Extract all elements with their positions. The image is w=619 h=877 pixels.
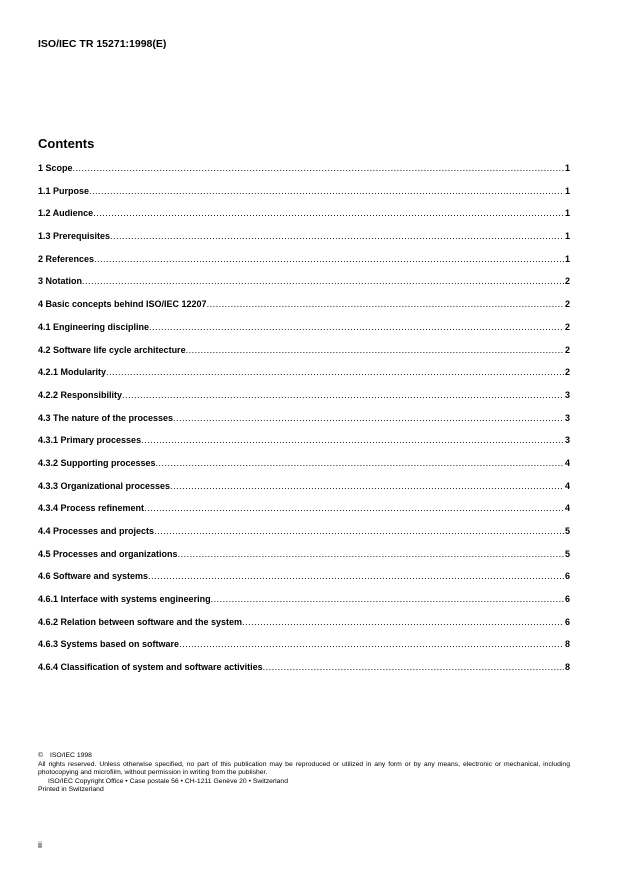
- toc-entry-label: 4.6.2 Relation between software and the system: [38, 616, 243, 627]
- toc-entry-page: 1: [564, 185, 570, 196]
- toc-leader-dots: [186, 345, 564, 355]
- toc-leader-dots: [148, 571, 564, 581]
- toc-entry[interactable]: [38, 594, 570, 617]
- toc-entry[interactable]: [38, 662, 570, 685]
- toc-leader-dots: [156, 458, 564, 468]
- toc-entry[interactable]: [38, 526, 570, 549]
- toc-entry[interactable]: [38, 390, 570, 413]
- toc-entry[interactable]: [38, 458, 570, 481]
- toc-entry-page: 6: [564, 571, 570, 582]
- toc-entry-label: 1 Scope: [38, 163, 73, 173]
- toc-leader-dots: [82, 276, 564, 286]
- toc-entry-page: 8: [564, 639, 570, 650]
- toc-entry[interactable]: [38, 186, 570, 209]
- toc-entry[interactable]: [38, 571, 570, 594]
- toc-entry-page: 8: [564, 662, 570, 673]
- toc-entry-label: 4.3 The nature of the processes: [38, 412, 174, 423]
- copyright-text: ISO/IEC 1998: [50, 752, 92, 759]
- toc-leader-dots: [93, 208, 564, 218]
- toc-entry-page: 2: [564, 299, 570, 310]
- copyright-line: [38, 752, 570, 761]
- toc-entry[interactable]: [38, 299, 570, 322]
- toc-entry-page: 6: [564, 616, 570, 627]
- toc-entry-page: 5: [564, 526, 570, 536]
- toc-entry-label: 2 References: [38, 253, 95, 264]
- toc-leader-dots: [242, 617, 564, 627]
- toc-entry-label: 4.3.4 Process refinement: [38, 503, 145, 514]
- toc-entry[interactable]: [38, 367, 570, 390]
- toc-entry-label: 4.1 Engineering discipline: [38, 321, 150, 332]
- table-of-contents: [38, 163, 570, 685]
- toc-entry[interactable]: [38, 639, 570, 662]
- toc-entry-page: 3: [564, 435, 570, 446]
- toc-entry-label: 1.3 Prerequisites: [38, 231, 111, 242]
- toc-entry-page: 2: [564, 367, 570, 378]
- toc-entry-label: 1.1 Purpose: [38, 185, 90, 196]
- toc-entry-label: 1.2 Audience: [38, 208, 94, 219]
- toc-entry-label: 4.2 Software life cycle architecture: [38, 344, 186, 355]
- toc-entry-label: 4.3.1 Primary processes: [38, 435, 142, 446]
- toc-entry-page: 1: [564, 208, 570, 219]
- toc-leader-dots: [106, 367, 564, 377]
- toc-leader-dots: [149, 322, 564, 332]
- toc-entry[interactable]: [38, 276, 570, 299]
- toc-leader-dots: [110, 231, 564, 241]
- toc-entry-label: 4.2.1 Modularity: [38, 367, 107, 378]
- toc-entry-label: 4 Basic concepts behind ISO/IEC 12207: [38, 299, 207, 310]
- toc-entry[interactable]: [38, 435, 570, 458]
- toc-entry-page: 1: [564, 253, 570, 264]
- rights-text: All rights reserved. Unless otherwise specified, no part of this publication may be reproduced or utilized in any form or by any means, electronic or mechanical, including photocopying and microfilm, without permission in writing from the publisher.: [38, 760, 570, 777]
- toc-entry-page: 4: [564, 503, 570, 514]
- toc-entry-page: 2: [564, 276, 570, 287]
- toc-leader-dots: [154, 526, 564, 536]
- toc-entry[interactable]: [38, 481, 570, 504]
- toc-entry-page: 3: [564, 412, 570, 423]
- toc-entry-page: 5: [564, 548, 570, 559]
- toc-entry-page: 1: [564, 163, 570, 173]
- toc-leader-dots: [211, 594, 564, 604]
- toc-entry-label: 4.6 Software and systems: [38, 571, 149, 582]
- toc-entry[interactable]: [38, 254, 570, 277]
- toc-entry-label: 4.2.2 Responsibility: [38, 389, 123, 400]
- toc-entry-label: 4.3.3 Organizational processes: [38, 480, 171, 491]
- toc-leader-dots: [141, 435, 564, 445]
- printed-in: Printed in Switzerland: [38, 786, 104, 794]
- toc-entry-label: 3 Notation: [38, 276, 82, 287]
- toc-entry[interactable]: [38, 617, 570, 640]
- toc-entry[interactable]: [38, 163, 570, 186]
- toc-leader-dots: [122, 390, 564, 400]
- page-number: ii: [38, 840, 42, 850]
- toc-entry-page: 6: [564, 594, 570, 605]
- toc-leader-dots: [173, 413, 564, 423]
- toc-entry-label: 4.6.1 Interface with systems engineering: [38, 594, 211, 605]
- toc-entry[interactable]: [38, 208, 570, 231]
- toc-entry-page: 1: [564, 231, 570, 242]
- toc-leader-dots: [170, 481, 564, 491]
- toc-entry-label: 4.6.4 Classification of system and software activities: [38, 662, 263, 673]
- toc-entry-label: 4.4 Processes and projects: [38, 526, 155, 536]
- toc-entry[interactable]: [38, 231, 570, 254]
- toc-entry-label: 4.3.2 Supporting processes: [38, 457, 156, 468]
- toc-entry-label: 4.5 Processes and organizations: [38, 548, 178, 559]
- toc-entry-page: 4: [564, 457, 570, 468]
- toc-entry-page: 3: [564, 389, 570, 400]
- contents-heading: Contents: [38, 136, 95, 151]
- document-id: ISO/IEC TR 15271:1998(E): [38, 38, 167, 50]
- toc-entry-page: 4: [564, 480, 570, 491]
- toc-entry[interactable]: [38, 549, 570, 572]
- toc-entry-label: 4.6.3 Systems based on software: [38, 639, 180, 650]
- toc-leader-dots: [263, 662, 564, 672]
- copyright-notice: [38, 752, 570, 795]
- toc-entry[interactable]: [38, 322, 570, 345]
- toc-leader-dots: [144, 503, 564, 513]
- copyright-office: ISO/IEC Copyright Office • Case postale 56 • CH-1211 Genève 20 • Switzerland: [48, 777, 288, 785]
- toc-entry[interactable]: [38, 503, 570, 526]
- toc-leader-dots: [89, 186, 564, 196]
- toc-leader-dots: [179, 639, 564, 649]
- toc-entry-page: 2: [564, 321, 570, 332]
- copyright-symbol: ©: [38, 752, 44, 759]
- toc-entry[interactable]: [38, 413, 570, 436]
- toc-leader-dots: [94, 254, 564, 264]
- toc-entry-page: 2: [564, 344, 570, 355]
- toc-entry[interactable]: [38, 345, 570, 368]
- toc-leader-dots: [73, 163, 564, 173]
- toc-leader-dots: [178, 549, 564, 559]
- toc-leader-dots: [207, 299, 564, 309]
